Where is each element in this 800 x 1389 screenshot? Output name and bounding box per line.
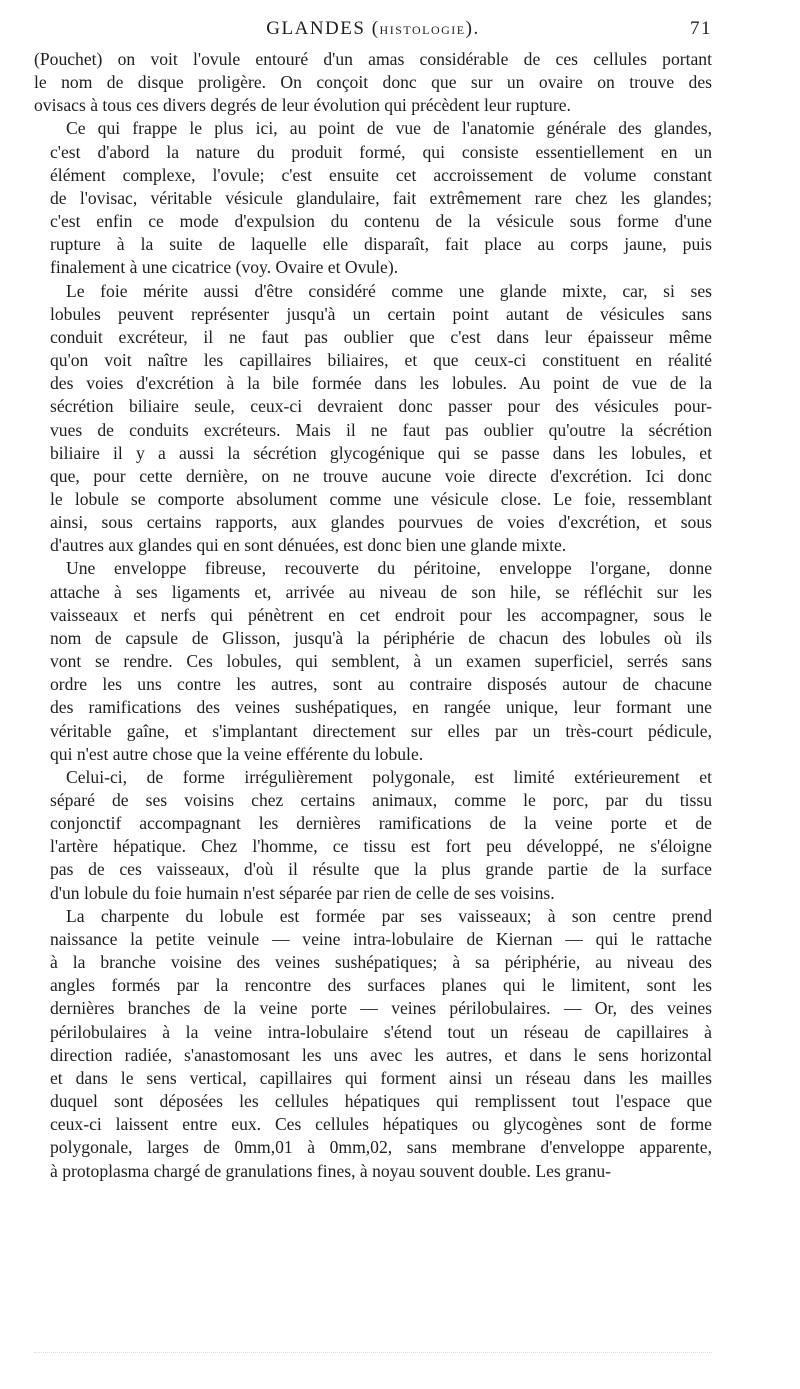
text-line: lobules peuvent représenter jusqu'à un certain point autant de vésicules sans [50, 303, 712, 324]
text-line: nom de capsule de Glisson, jusqu'à la périphérie de chacun des lobules où ils [50, 627, 712, 648]
text-line: sécrétion biliaire seule, ceux-ci devraient donc passer pour des vésicules pour- [50, 396, 712, 417]
text-line: qu'on voit naître les capillaires biliaires, et que ceux-ci constituent en réalité [50, 350, 712, 371]
paragraph [34, 48, 712, 117]
bottom-scan-noise [34, 1352, 712, 1359]
text-line: l'artère hépatique. Chez l'homme, ce tissu est fort peu développé, ne s'éloigne [50, 836, 712, 857]
text-line: conjonctif accompagnant les dernières ramifications de la veine porte et de [50, 813, 712, 834]
running-title-end: ). [465, 18, 480, 39]
text-line: vaisseaux et nerfs qui pénètrent en cet endroit pour les accompagner, sous le [50, 604, 712, 625]
text-line: véritable gaîne, et s'implantant directement sur elles par un très-court pédicule, [50, 720, 712, 741]
paragraph [34, 117, 712, 279]
paragraph [34, 557, 712, 765]
document-page [34, 18, 712, 1183]
text-line: pas de ces vaisseaux, d'où il résulte que la plus grande partie de la surface [50, 859, 712, 880]
text-line: conduit excréteur, il ne faut pas oublier que c'est dans leur épaisseur même [50, 326, 712, 347]
running-title-main: GLANDES ( [266, 18, 380, 39]
page-number: 71 [690, 18, 712, 39]
text-line: et dans le sens vertical, capillaires qui forment ainsi un réseau dans les mailles [50, 1067, 712, 1088]
text-line: dernières branches de la veine porte — veines périlobulaires. — Or, des veines [50, 998, 712, 1019]
text-line: Le foie mérite aussi d'être considéré comme une glande mixte, car, si ses [66, 280, 712, 301]
text-line: ordre les uns contre les autres, sont au contraire disposés autour de chacune [50, 674, 712, 695]
text-line: périlobulaires à la veine intra-lobulaire s'étend tout un réseau de capillaires à [50, 1021, 712, 1042]
text-line: biliaire il y a aussi la sécrétion glycogénique qui se passe dans les lobules, et [50, 442, 712, 463]
text-line: de l'ovisac, véritable vésicule glandulaire, fait extrêmement rare chez les glandes; [50, 187, 712, 208]
text-line: des voies d'excrétion à la bile formée dans les lobules. Au point de vue de la [50, 373, 712, 394]
text-line: c'est d'abord la nature du produit formé, qui consiste essentiellement en un [50, 141, 712, 162]
body-text [34, 48, 712, 1183]
paragraph [34, 280, 712, 558]
running-title [34, 18, 712, 40]
text-line: rupture à la suite de laquelle elle disparaît, fait place au corps jaune, puis [50, 234, 712, 255]
text-line: à protoplasma chargé de granulations fines, à noyau souvent double. Les granu- [50, 1160, 612, 1181]
text-line: des ramifications des veines sushépatiques, en rangée unique, leur formant une [50, 697, 712, 718]
text-line: attache à ses ligaments et, arrivée au niveau de son hile, se réfléchit sur les [50, 581, 712, 602]
text-line: à la branche voisine des veines sushépatiques; à sa périphérie, au niveau des [50, 952, 712, 973]
text-line: que, pour cette dernière, on ne trouve aucune voie directe d'excrétion. Ici donc [50, 465, 712, 486]
text-line: ainsi, sous certains rapports, aux glandes pourvues de voies d'excrétion, et sous [50, 512, 712, 533]
text-line: (Pouchet) on voit l'ovule entouré d'un amas considérable de ces cellules portant [34, 49, 712, 69]
text-line: polygonale, larges de 0mm,01 à 0mm,02, sans membrane d'enveloppe apparente, [50, 1137, 712, 1158]
text-line: ovisacs à tous ces divers degrés de leur évolution qui précèdent leur rupture. [34, 95, 571, 116]
text-line: le lobule se comporte absolument comme une vésicule close. Le foie, ressemblant [50, 488, 712, 509]
paragraph [34, 905, 712, 1183]
text-line: élément complexe, l'ovule; c'est ensuite cet accroissement de volume constant [50, 164, 712, 185]
paragraph [34, 766, 712, 905]
running-title-small: HISTOLOGIE [379, 23, 466, 37]
text-line: vont se rendre. Ces lobules, qui semblent, à un examen superficiel, serrés sans [50, 651, 712, 672]
text-line: La charpente du lobule est formée par ses vaisseaux; à son centre prend [66, 905, 712, 926]
text-line: duquel sont déposées les cellules hépatiques qui remplissent tout l'espace que [50, 1091, 712, 1112]
text-line: Ce qui frappe le plus ici, au point de vue de l'anatomie générale des glandes, [66, 118, 712, 139]
text-line: Celui-ci, de forme irrégulièrement polygonale, est limité extérieurement et [66, 766, 712, 787]
text-line: ceux-ci laissent entre eux. Ces cellules hépatiques ou glycogènes sont de forme [50, 1114, 712, 1135]
text-line: Une enveloppe fibreuse, recouverte du péritoine, enveloppe l'organe, donne [66, 558, 712, 579]
text-line: direction radiée, s'anastomosant les uns avec les autres, et dans le sens horizontal [50, 1044, 712, 1065]
text-line: d'autres aux glandes qui en sont dénuées, est donc bien une glande mixte. [50, 535, 567, 556]
text-line: finalement à une cicatrice (voy. Ovaire et Ovule). [50, 257, 399, 278]
text-line: vues de conduits excréteurs. Mais il ne faut pas oublier qu'outre la sécrétion [50, 419, 712, 440]
running-header [34, 18, 712, 48]
text-line: qui n'est autre chose que la veine efférente du lobule. [50, 743, 424, 764]
text-line: naissance la petite veinule — veine intra-lobulaire de Kiernan — qui le rattache [50, 928, 712, 949]
text-line: le nom de disque proligère. On conçoit donc que sur un ovaire on trouve des [34, 72, 712, 93]
text-line: angles formés par la rencontre des surfaces planes qui le limitent, sont les [50, 975, 712, 996]
text-line: c'est enfin ce mode d'expulsion du contenu de la vésicule sous forme d'une [50, 211, 712, 232]
text-line: d'un lobule du foie humain n'est séparée par rien de celle de ses voisins. [50, 882, 555, 903]
text-line: séparé de ses voisins chez certains animaux, comme le porc, par du tissu [50, 790, 712, 810]
